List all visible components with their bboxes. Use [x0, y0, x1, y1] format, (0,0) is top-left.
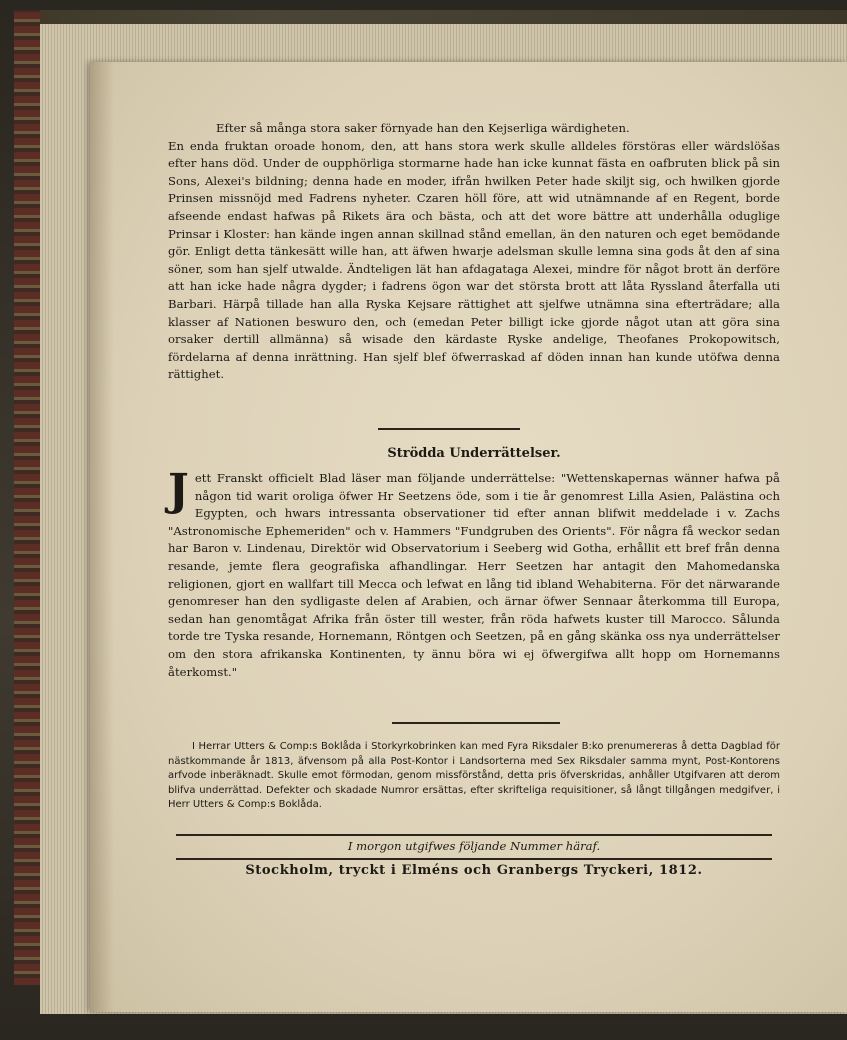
book-spine-edge	[14, 10, 40, 985]
divider-rule	[378, 428, 520, 430]
gutter-shadow	[90, 62, 114, 1012]
imprint: Stockholm, tryckt i Elméns och Granbergs Tryckeri, 1812.	[245, 863, 703, 878]
footer-rule-top	[176, 834, 772, 836]
subscription-notice	[168, 740, 780, 813]
news-section	[168, 446, 780, 461]
article-body: En enda fruktan oroade honom, den, att hans stora werk skulle alldeles förstöras eller wärdslöšas efter hans död. Under de oupphörliga stormarne hade han icke kunnat fästa en oafbruten blick på sin Sons, Alexei's bildning; denna hade en moder, ifrån hwilken Peter hade skiljt sig, och hwilken gjorde Prinsen missnöjd med Fadrens nyheter. Czaren höll före, att wid utnämnande af en Regent, borde afseende endast hafwas på Rikets ära och bästa, och att det wore bättre att underhålla oduglige Prinsar i Kloster: han kände ingen annan skillnad stånd emellan, än den naturen och eget bemödande gör. Enligt detta tänkesätt wille han, att äfwen hwarje adelsman skulle lemna sina gods åt den af sina söner, som han sjelf utwalde. Ändteligen lät han afdagataga Alexei, mindre för något brott än derföre att han icke hade några dygder; i fadrens ögon war det största brott att låta Ryssland återfalla uti Barbari. Härpå tillade han alla Ryska Kejsare rättighet att sjelfwe utnämna sina efterträdare; alla klasser af Nationen beswuro den, och (emedan Peter billigt icke gjorde något utan att göra sina orsaker dertill allmänna) så wisade den kärdaste Ryske andelige, Theofanes Prokopowitsch, fördelarna af denna inrättning. Han sjelf blef öfwerraskad af döden innan han kunde utöfwa denna rättighet.	[168, 138, 780, 382]
next-issue-note: I morgon utgifwes följande Nummer häraf.	[347, 839, 601, 853]
drop-cap: J	[168, 465, 189, 516]
section-heading: Strödda Underrättelser.	[387, 446, 561, 461]
news-section-body	[168, 465, 780, 681]
section-paragraph	[168, 465, 780, 681]
article-paragraph	[168, 120, 780, 384]
section-body: ett Franskt officielt Blad läser man följande underrättelse: "Wettenskapernas wänner hafwa på någon tid warit oroliga öfwer Hr Seetzens öde, som i tie år genomrest Lilla Asien, Palästina och Egypten, och hwars intressanta observationer tid efter annan blifwit meddelade i v. Zachs "Astronomische Ephemeriden" och v. Hammers "Fundgruben des Orients". För några få weckor sedan har Baron v. Lindenau, Direktör wid Observatorium i Seeberg wid Gotha, erhållit ett bref från denna resande, jemte flera geografiska afhandlingar. Herr Seetzen har antagit den Mahomedanska religionen, gjort en wallfart till Mecca och lefwat en lång tid ibland Wehabiterna. För det närwarande genomreser han den sydligaste delen af Arabien, och ärnar öfwer Sennaar återkomma till Europa, sedan han genomtågat Afrika från öster till wester, från röda hafwets kuster till Marocco. Sålunda torde tre Tyska resande, Hornemann, Röntgen och Seetzen, på en gång skänka oss nya underrättelser om den stora afrikanska Kontinenten, ty ännu böra wi ej öfwergifwa allt hopp om Hornemanns återkomst."	[168, 471, 780, 679]
imprint-block	[168, 863, 780, 878]
footer-rule-bottom	[176, 858, 772, 860]
notice-paragraph	[168, 740, 780, 813]
notice-text: I Herrar Utters & Comp:s Boklåda i Storkyrkobrinken kan med Fyra Riksdaler B:ko prenumereras å detta Dagblad för nästkommande år 1813, äfvensom på alla Post-Kontor i Landsorterna med Sex Riksdaler samma mynt, Post-Kontorens arfvode inberäknadt. Skulle emot förmodan, genom missförstånd, detta pris öfverskridas, anhåller Utgifvaren att derom blifva underrättad. Defekter och skadade Numror ersättas, efter skrifteliga requisitioner, så långt tillgången medgifver, i Herr Utters & Comp:s Boklåda.	[168, 741, 780, 811]
article	[168, 120, 780, 384]
article-first-line: Efter så många stora saker förnyade han den Kejserliga wärdigheten.	[216, 121, 630, 135]
divider-rule	[392, 722, 560, 724]
footer	[168, 839, 780, 853]
